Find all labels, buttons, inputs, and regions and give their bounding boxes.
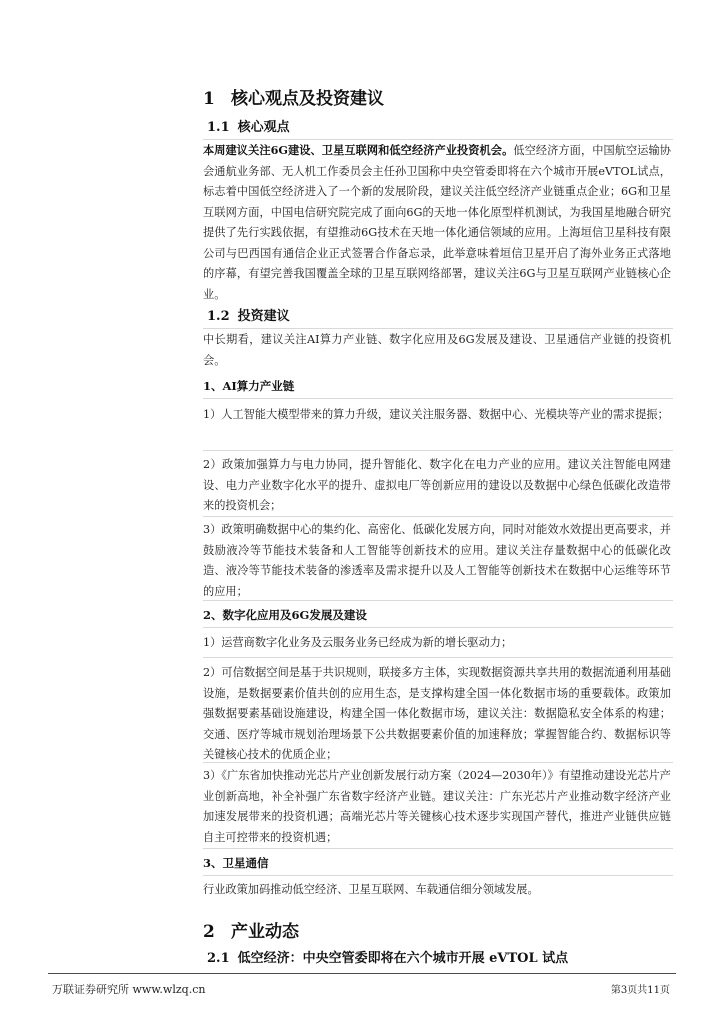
section-number: 2	[203, 922, 215, 942]
core-view-lead: 本周建议关注6G建设、卫星互联网和低空经济产业投资机会。	[203, 143, 514, 157]
divider	[203, 450, 673, 451]
divider	[203, 657, 673, 658]
divider	[203, 762, 673, 763]
divider	[203, 848, 673, 849]
page-number: 第3页共11页	[610, 985, 670, 996]
section-number: 1	[203, 89, 215, 109]
subsection-title: 核心观点	[237, 120, 290, 135]
list-item: 2）可信数据空间是基于共识规则，联接多方主体，实现数据资源共享共用的数据流通利用基础设施，是数据要素价值共创的应用生态，是支撑构建全国一体化数据市场的重要载体。政策加强数据要素基础设施建设，构建全国一体化数据市场，建议关注：数据隐私安全体系的构建；交通、医疗等城市规划治理场景下公共数据要素价值的加速释放；掌握智能合约、数据标识等关键核心技术的优质企业；	[203, 666, 671, 761]
footer-rule	[48, 973, 676, 974]
list-item: 1）运营商数字化业务及云服务业务已经成为新的增长驱动力；	[203, 636, 513, 649]
core-view-body: 低空经济方面，中国航空运输协会通航业务部、无人机工作委员会主任孙卫国称中央空管委即将在六个城市开展eVTOL试点，标志着中国低空经济进入了一个新的发展阶段，建议关注低空经济产业链重点企业；6G和卫星互联网方面，中国电信研究院完成了面向6G的天地一体化原型样机测试，为我国星地融合研究提供了先行实践依据，有望推动6G技术在天地一体化通信领域的应用。上海垣信卫星科技有限公司与巴西国有通信企业正式签署合作备忘录，此举意味着垣信卫星开启了海外业务正式落地的序幕，有望完善我国覆盖全球的卫星互联网络部署，建议关注6G与卫星互联网产业链核心企业。	[203, 144, 671, 301]
subsection-number: 1.2	[207, 309, 230, 324]
subsection-number: 2.1	[207, 951, 230, 966]
section-title: 核心观点及投资建议	[231, 89, 384, 109]
divider	[203, 627, 673, 628]
group-heading: 3、卫星通信	[203, 856, 269, 870]
section-heading	[203, 917, 299, 942]
core-view-paragraph	[203, 140, 671, 305]
divider	[203, 516, 673, 517]
group-heading: 2、数字化应用及6G发展及建设	[203, 608, 367, 622]
list-item: 1）人工智能大模型带来的算力升级，建议关注服务器、数据中心、光模块等产业的需求提振；	[203, 408, 669, 421]
list-item: 3）政策明确数据中心的集约化、高密化、低碳化发展方向，同时对能效水效提出更高要求，并鼓励液冷等节能技术装备和人工智能等创新技术的应用。建议关注存量数据中心的低碳化改造、液冷等节能技术装备的渗透率及需求提升以及人工智能等创新技术在数据中心运维等环节的应用；	[203, 523, 671, 598]
section-title: 产业动态	[231, 922, 299, 942]
subsection-number: 1.1	[207, 120, 230, 135]
investment-intro-paragraph: 中长期看，建议关注AI算力产业链、数字化应用及6G发展及建设、卫星通信产业链的投资机会。	[203, 333, 671, 367]
divider	[203, 600, 673, 601]
subsection-title: 投资建议	[237, 309, 290, 324]
divider	[203, 875, 673, 876]
subsection-heading	[203, 305, 673, 329]
list-item: 行业政策加码推动低空经济、卫星互联网、车载通信细分领域发展。	[203, 883, 539, 896]
list-item: 2）政策加强算力与电力协同，提升智能化、数字化在电力产业的应用。建议关注智能电网建设、电力产业数字化水平的提升、虚拟电厂等创新应用的建设以及数据中心绿色低碳化改造带来的投资机会；	[203, 458, 671, 512]
subsection-heading	[203, 947, 673, 970]
subsection-title: 低空经济：中央空管委即将在六个城市开展 eVTOL 试点	[237, 951, 569, 966]
group-heading: 1、AI算力产业链	[203, 379, 295, 393]
section-heading	[203, 84, 384, 109]
footer-source: 万联证券研究所 www.wlzq.cn	[52, 983, 206, 996]
list-item: 3）《广东省加快推动光芯片产业创新发展行动方案（2024—2030年）》有望推动建设光芯片产业创新高地，补全补强广东省数字经济产业链。建议关注：广东光芯片产业推动数字经济产业加速发展带来的投资机遇；高端光芯片等关键核心技术逐步实现国产替代，推进产业链供应链自主可控带来的投资机遇；	[203, 769, 671, 844]
divider	[203, 398, 673, 399]
subsection-heading	[203, 116, 673, 140]
